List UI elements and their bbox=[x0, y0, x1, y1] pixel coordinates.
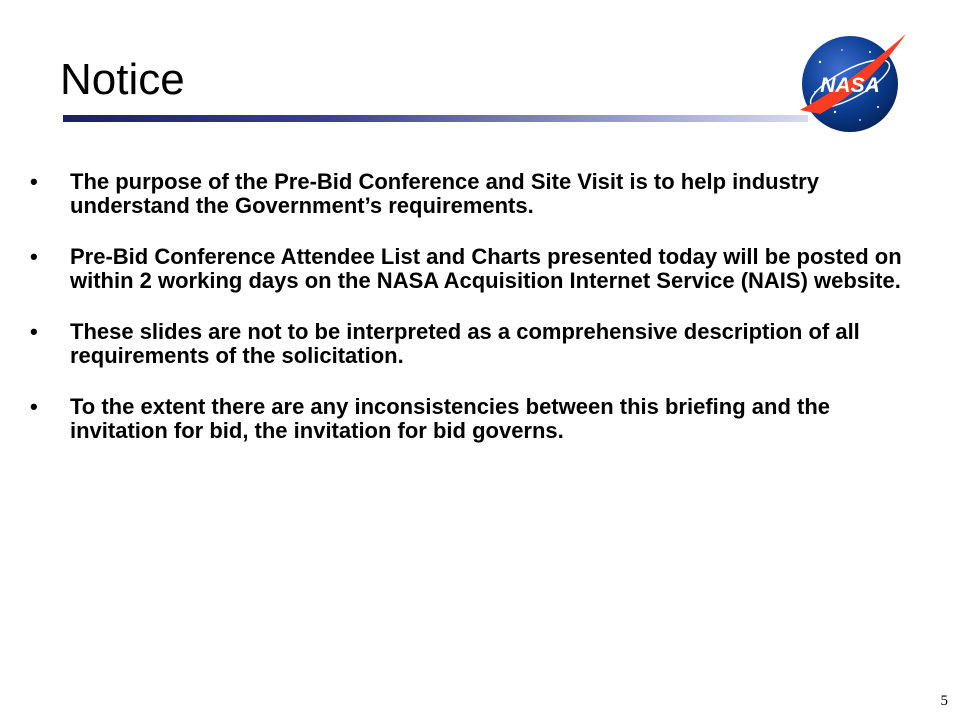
bullet-dot: • bbox=[30, 319, 38, 344]
bullet-text: To the extent there are any inconsistencies between this briefing and the invitation for bid, the invitation for bid governs. bbox=[70, 394, 830, 443]
bullet-item bbox=[30, 245, 910, 293]
bullet-list bbox=[30, 170, 910, 470]
bullet-text: The purpose of the Pre-Bid Conference and Site Visit is to help industry understand the Government’s requirements. bbox=[70, 169, 819, 218]
bullet-dot: • bbox=[30, 169, 38, 194]
bullet-dot: • bbox=[30, 394, 38, 419]
title-underline bbox=[63, 115, 808, 122]
bullet-text: Pre-Bid Conference Attendee List and Charts presented today will be posted on within 2 working days on the NASA Acquisition Internet Service (NAIS) website. bbox=[70, 244, 902, 293]
bullet-item bbox=[30, 170, 910, 218]
slide-title: Notice bbox=[60, 55, 185, 104]
nasa-meatball-logo-icon bbox=[790, 22, 910, 142]
page-number: 5 bbox=[940, 693, 948, 709]
bullet-item bbox=[30, 320, 910, 368]
bullet-text: These slides are not to be interpreted as a comprehensive description of all requirements of the solicitation. bbox=[70, 319, 860, 368]
bullet-item bbox=[30, 395, 910, 443]
nasa-logo-text: NASA bbox=[820, 74, 880, 97]
bullet-dot: • bbox=[30, 244, 38, 269]
